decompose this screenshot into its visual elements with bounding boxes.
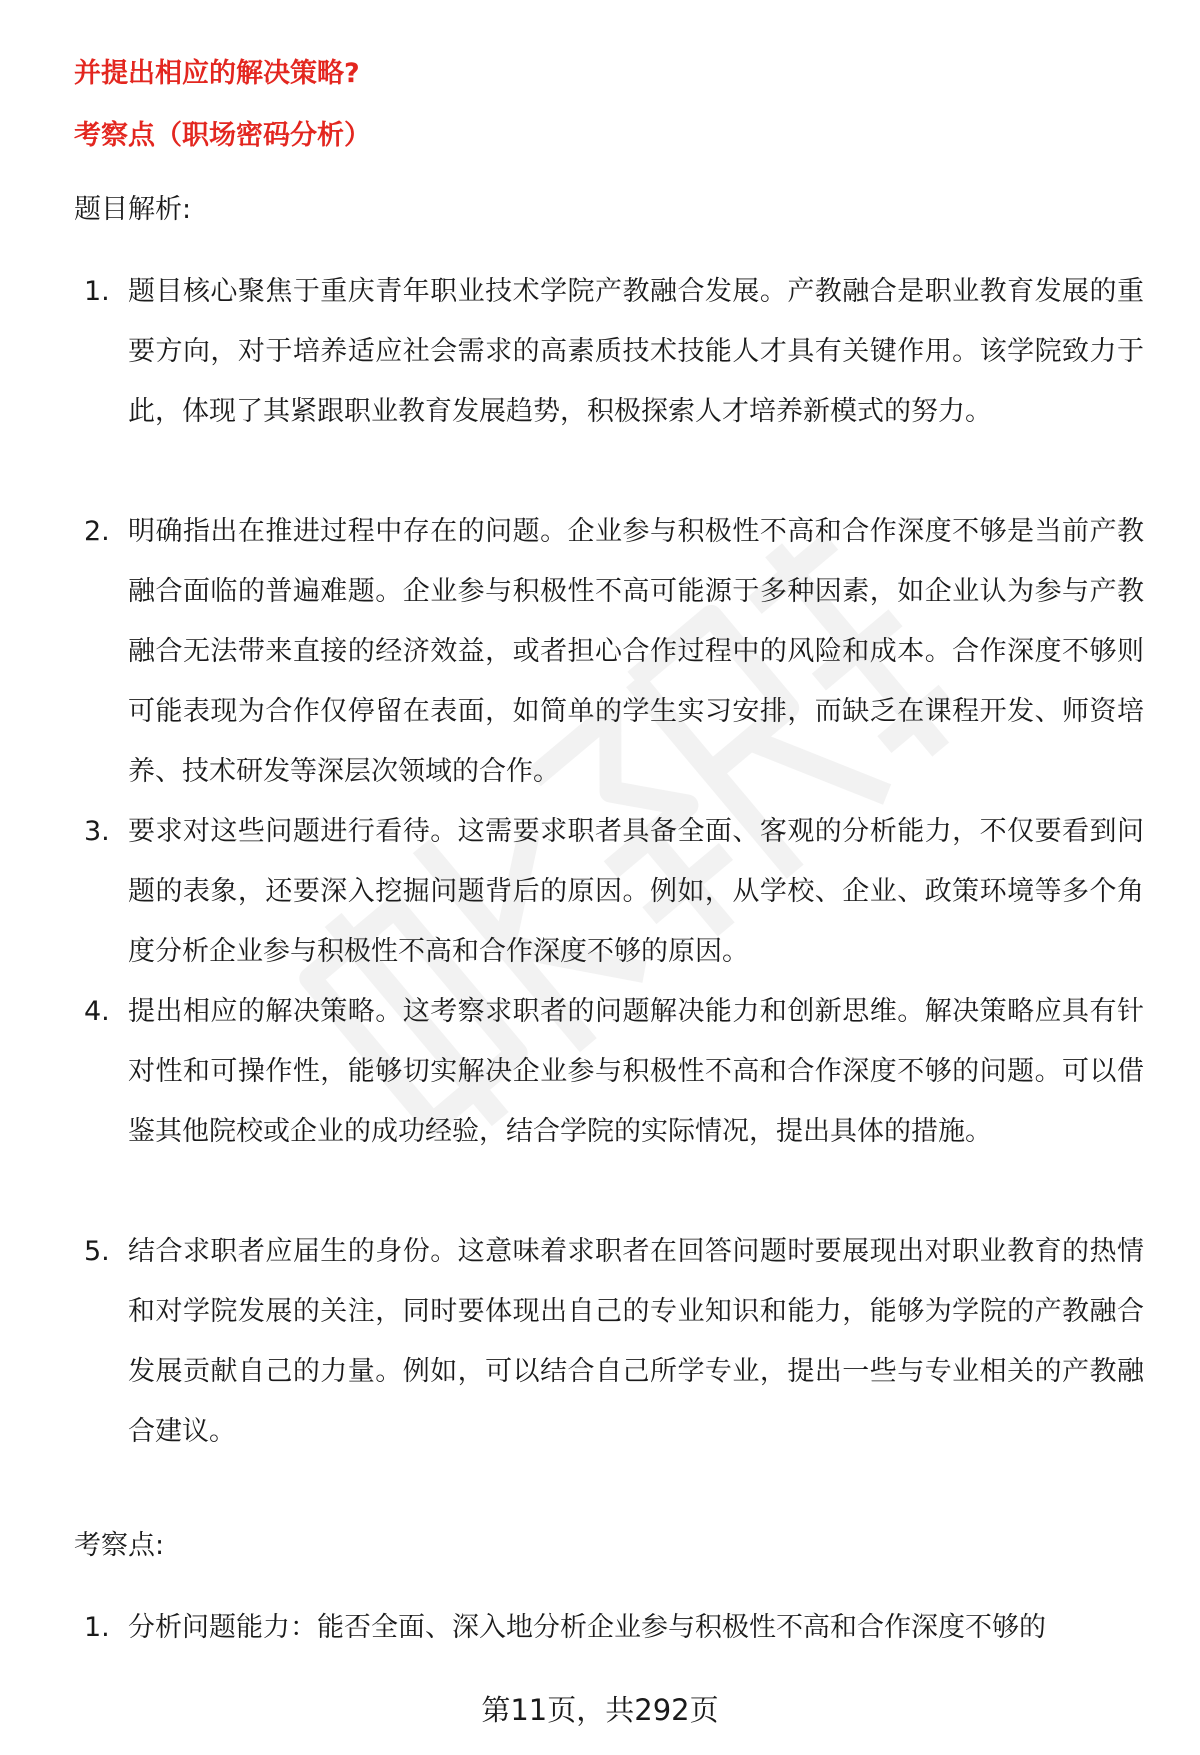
list-number: 5.	[84, 1236, 110, 1267]
list-number: 1.	[84, 1612, 110, 1643]
list-item-text: 结合求职者应届生的身份。这意味着求职者在回答问题时要展现出对职业教育的热情和对学院发展的关注，同时要体现出自己的专业知识和能力，能够为学院的产教融合发展贡献自己的力量。例如，可以结合自己所学专业，提出一些与专业相关的产教融合建议。	[128, 1236, 1144, 1447]
list-item-text: 分析问题能力：能否全面、深入地分析企业参与积极性不高和合作深度不够的	[128, 1612, 1046, 1643]
list-number: 1.	[84, 276, 110, 307]
list-item-text: 要求对这些问题进行看待。这需要求职者具备全面、客观的分析能力，不仅要看到问题的表象，还要深入挖掘问题背后的原因。例如，从学校、企业、政策环境等多个角度分析企业参与积极性不高和合作深度不够的原因。	[128, 816, 1144, 967]
list-number: 3.	[84, 816, 110, 847]
analysis-item	[0, 982, 1200, 1222]
analysis-label: 题目解析:	[74, 194, 192, 225]
points-label: 考察点:	[74, 1530, 165, 1561]
heading-assessment-points: 考察点（职场密码分析）	[74, 120, 371, 151]
heading-question-tail: 并提出相应的解决策略?	[74, 58, 360, 89]
points-list	[0, 1598, 1200, 1658]
analysis-item	[0, 802, 1200, 982]
list-item-text: 明确指出在推进过程中存在的问题。企业参与积极性不高和合作深度不够是当前产教融合面临的普遍难题。企业参与积极性不高可能源于多种因素，如企业认为参与产教融合无法带来直接的经济效益，或者担心合作过程中的风险和成本。合作深度不够则可能表现为合作仅停留在表面，如简单的学生实习安排，而缺乏在课程开发、师资培养、技术研发等深层次领域的合作。	[128, 516, 1144, 787]
list-number: 2.	[84, 516, 110, 547]
analysis-list	[0, 262, 1200, 1462]
analysis-item	[0, 1222, 1200, 1462]
list-item-text: 提出相应的解决策略。这考察求职者的问题解决能力和创新思维。解决策略应具有针对性和可操作性，能够切实解决企业参与积极性不高和合作深度不够的问题。可以借鉴其他院校或企业的成功经验，结合学院的实际情况，提出具体的措施。	[128, 996, 1144, 1147]
list-number: 4.	[84, 996, 110, 1027]
page-number-footer: 第11页，共292页	[481, 1693, 719, 1727]
analysis-item	[0, 262, 1200, 502]
list-item-text: 题目核心聚焦于重庆青年职业技术学院产教融合发展。产教融合是职业教育发展的重要方向，对于培养适应社会需求的高素质技术技能人才具有关键作用。该学院致力于此，体现了其紧跟职业教育发展趋势，积极探索人才培养新模式的努力。	[128, 276, 1144, 427]
analysis-item	[0, 502, 1200, 802]
points-item	[0, 1598, 1200, 1658]
